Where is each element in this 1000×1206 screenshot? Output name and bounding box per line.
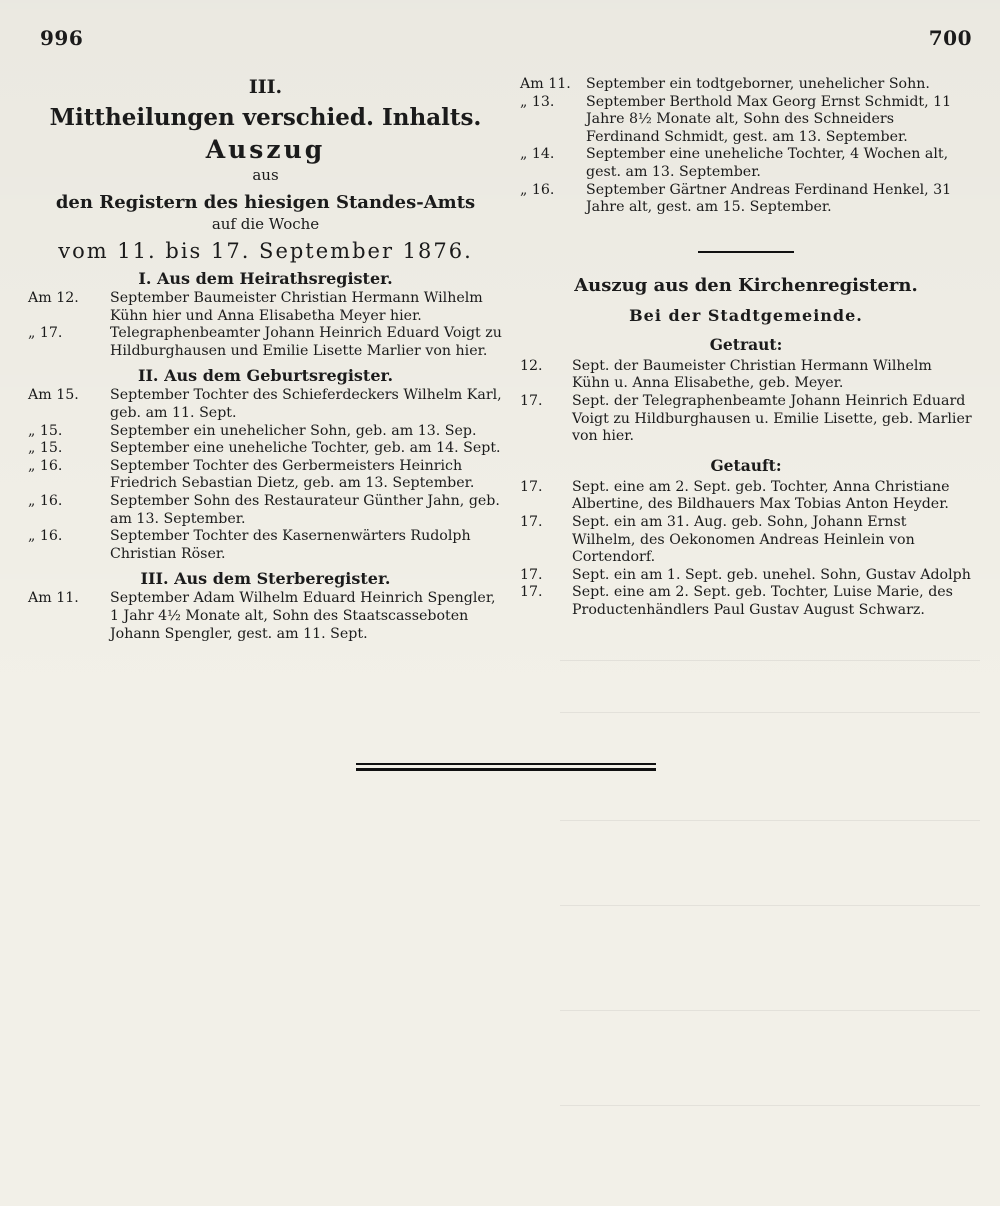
registry-heading: den Registern des hiesigen Standes-Amts bbox=[55, 192, 476, 213]
deaths-list bbox=[28, 590, 503, 643]
list-item: „ 16. September Tochter des Kasernenwärters Rudolph Christian Röser. bbox=[28, 528, 471, 562]
list-item: „ 16. September Gärtner Andreas Ferdinand Henkel, 31 Jahre alt, gest. am 15. September. bbox=[520, 181, 952, 216]
baptized-list bbox=[520, 479, 972, 620]
left-column bbox=[28, 72, 503, 643]
week-prefix: auf die Woche bbox=[211, 215, 320, 233]
births-list bbox=[28, 387, 503, 563]
list-item: „ 14. September eine uneheliche Tochter, 4 Wochen alt, gest. am 13. September. bbox=[520, 146, 949, 180]
list-item: 17. Sept. ein am 1. Sept. geb. unehel. Sohn, Gustav Adolph bbox=[520, 566, 971, 583]
bleed-through-line bbox=[560, 712, 980, 713]
list-item: 17. Sept. der Telegraphenbeamte Johann Heinrich Eduard Voigt zu Hildburghausen u. Emilie Lisette, geb. Marlier von hier. bbox=[520, 392, 972, 445]
bleed-through-line bbox=[560, 820, 980, 821]
list-item: „ 16. September Tochter des Gerbermeisters Heinrich Friedrich Sebastian Dietz, geb. am 13. September. bbox=[28, 457, 475, 492]
list-item: Am 15. September Tochter des Schieferdeckers Wilhelm Karl, geb. am 11. Sept. bbox=[28, 387, 502, 421]
section-divider bbox=[698, 251, 794, 253]
marriage-heading: I. Aus dem Heirathsregister. bbox=[138, 269, 393, 288]
list-item: 17. Sept. ein am 31. Aug. geb. Sohn, Johann Ernst Wilhelm, des Oekonomen Andreas Heinlein von Cortendorf. bbox=[520, 513, 915, 566]
page-number-left: 996 bbox=[40, 26, 84, 50]
list-item: „ 15. September ein unehelicher Sohn, geb. am 13. Sep. bbox=[28, 422, 477, 439]
auszug-heading: Auszug bbox=[205, 135, 326, 164]
section-number: III. bbox=[248, 76, 283, 98]
bleed-through-line bbox=[560, 905, 980, 906]
list-item: „ 13. September Berthold Max Georg Ernst Schmidt, 11 Jahre 8½ Monate alt, Sohn des Schneiders Ferdinand Schmidt, gest. am 13. September. bbox=[520, 93, 952, 145]
list-item: „ 15. September eine uneheliche Tochter, geb. am 14. Sept. bbox=[28, 440, 501, 457]
deaths-heading: III. Aus dem Sterberegister. bbox=[140, 569, 391, 589]
list-item: 12. Sept. der Baumeister Christian Hermann Wilhelm Kühn u. Anna Elisabethe, geb. Meyer. bbox=[520, 357, 932, 392]
bleed-through-line bbox=[560, 660, 980, 661]
baptized-heading: Getauft: bbox=[710, 455, 782, 475]
list-item: 17. Sept. eine am 2. Sept. geb. Tochter, Anna Christiane Albertine, des Bildhauers Max Tobias Anton Heyder. bbox=[520, 478, 950, 513]
aus-label: aus bbox=[252, 166, 279, 184]
bleed-through-line bbox=[560, 1010, 980, 1011]
city-parish-heading: Bei der Stadtgemeinde. bbox=[629, 305, 863, 325]
church-register-heading: Auszug aus den Kirchenregistern. bbox=[574, 274, 918, 296]
list-item: 17. Sept. eine am 2. Sept. geb. Tochter, Luise Marie, des Productenhändlers Paul Gustav August Schwarz. bbox=[520, 584, 953, 618]
marriage-list bbox=[28, 290, 503, 360]
week-range: vom 11. bis 17. September 1876. bbox=[58, 239, 473, 263]
list-item: Am 11. September ein todtgeborner, unehelicher Sohn. bbox=[520, 76, 930, 92]
married-heading: Getraut: bbox=[709, 334, 783, 354]
right-column bbox=[520, 76, 972, 619]
married-list bbox=[520, 358, 972, 446]
list-item: „ 16. September Sohn des Restaurateur Günther Jahn, geb. am 13. September. bbox=[28, 492, 500, 527]
list-item: Am 11. September Adam Wilhelm Eduard Heinrich Spengler, 1 Jahr 4½ Monate alt, Sohn des Staatscasseboten Johann Spengler, gest. am 11. Sept. bbox=[28, 590, 496, 642]
list-item: „ 17. Telegraphenbeamter Johann Heinrich Eduard Voigt zu Hildburghausen und Emilie Lisette Marlier von hier. bbox=[28, 325, 502, 359]
page-number-right: 700 bbox=[928, 26, 972, 50]
births-heading: II. Aus dem Geburtsregister. bbox=[137, 366, 394, 386]
end-of-section-rule bbox=[356, 763, 656, 771]
section-title: Mittheilungen verschied. Inhalts. bbox=[49, 104, 482, 131]
bleed-through-line bbox=[560, 1105, 980, 1106]
list-item: Am 12. September Baumeister Christian Hermann Wilhelm Kühn hier und Anna Elisabetha Meyer hier. bbox=[28, 290, 483, 324]
deaths-continued-list bbox=[520, 76, 972, 217]
